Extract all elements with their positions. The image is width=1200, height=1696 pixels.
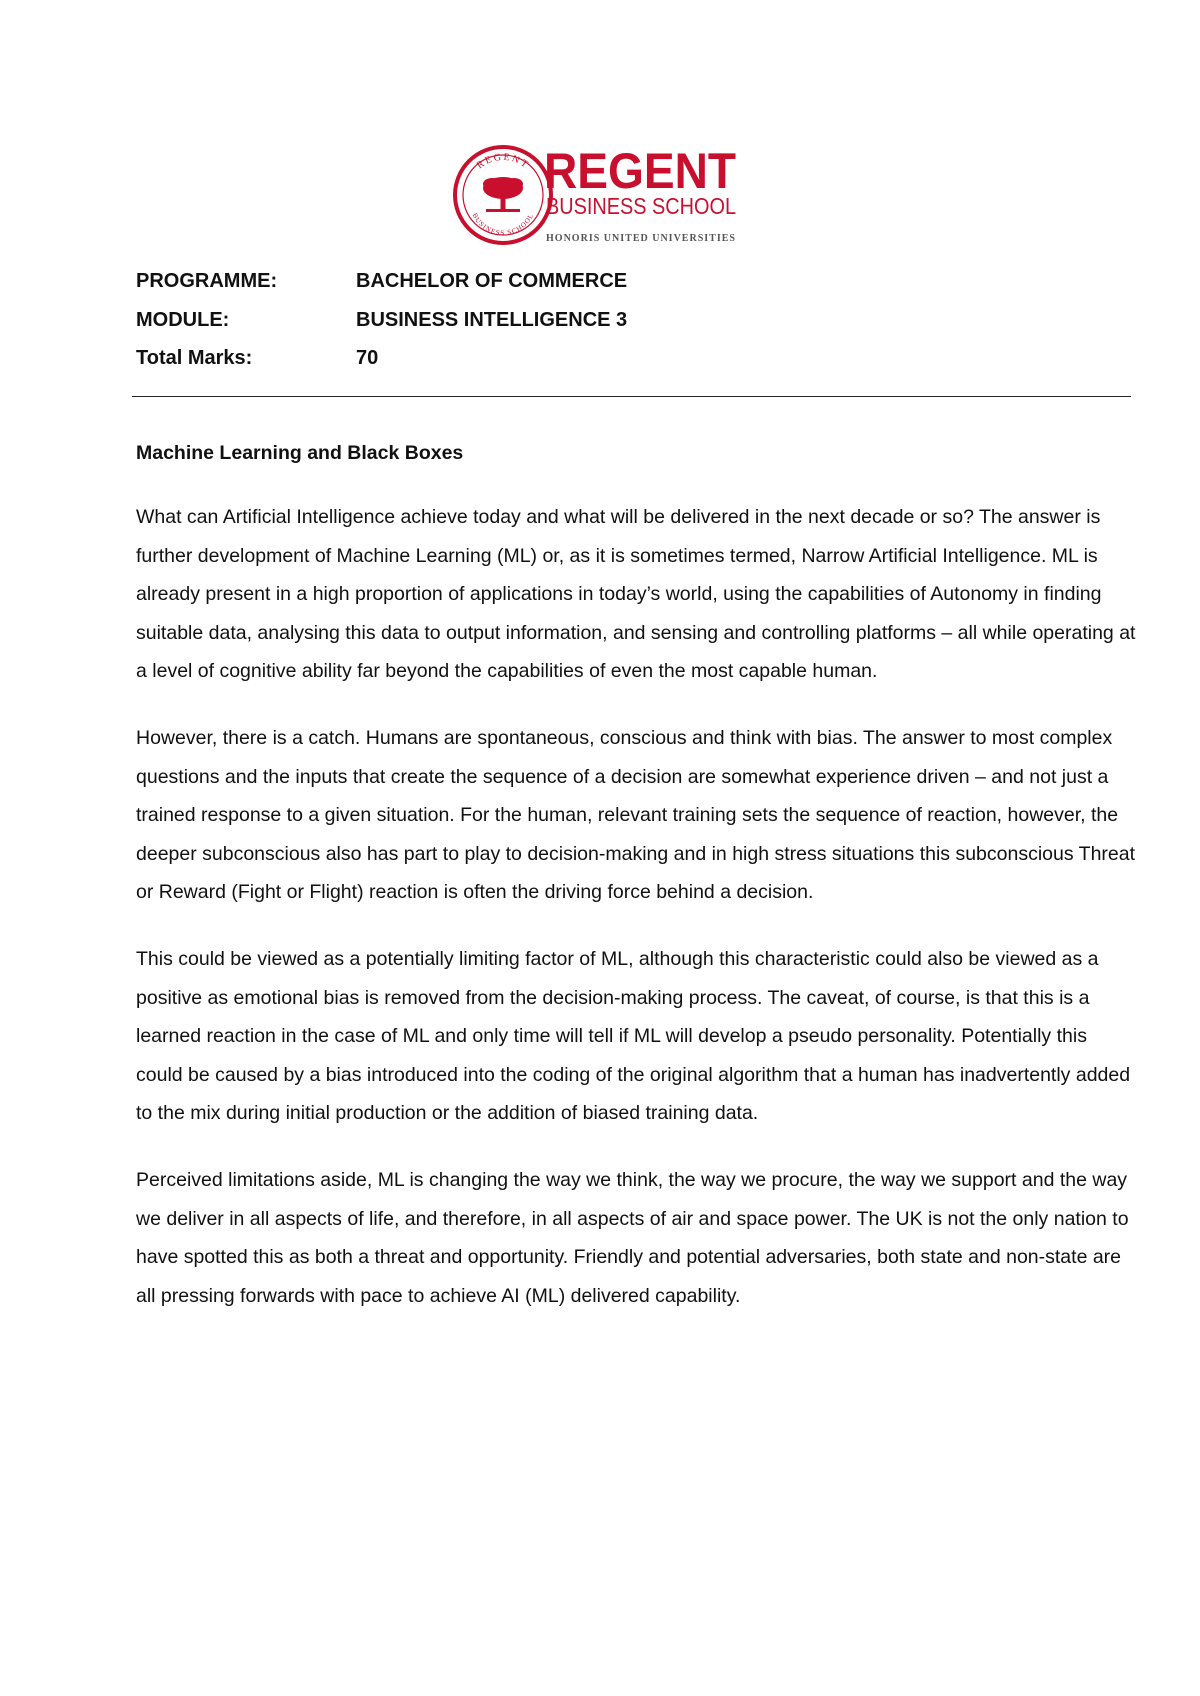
svg-text:BUSINESS SCHOOL <box>471 212 536 237</box>
total-marks-value: 70 <box>356 347 379 369</box>
seal-bottom-text: BUSINESS SCHOOL <box>470 211 536 238</box>
programme-row <box>136 270 627 309</box>
section-heading: Machine Learning and Black Boxes <box>136 442 464 464</box>
programme-value: BACHELOR OF COMMERCE <box>356 270 628 292</box>
seal-emblem <box>455 147 551 243</box>
paragraph: Perceived limitations aside, ML is changing the way we think, the way we procure, the way we support and the way we deliver in all aspects of life, and therefore, in all aspects of air and space power. The UK is not the only nation to have spotted this as both a threat and opportunity. Friendly and potential adversaries, both state and non-state are all pressing forwards with pace to achieve AI (ML) delivered capability. <box>136 1168 1129 1307</box>
total-marks-label: Total Marks: <box>136 347 253 369</box>
programme-label: PROGRAMME: <box>136 270 278 292</box>
brand-subtitle: BUSINESS SCHOOL <box>546 193 737 219</box>
total-marks-row <box>136 347 627 386</box>
module-row <box>136 309 627 348</box>
paragraph: This could be viewed as a potentially limiting factor of ML, although this characteristic could also be viewed as a positive as emotional bias is removed from the decision-making process. The caveat, of course, is that this is a learned reaction in the case of ML and only time will tell if ML will develop a pseudo personality. Potentially this could be caused by a bias introduced into the coding of the original algorithm that a human has inadvertently added to the mix during initial production or the addition of biased training data. <box>136 947 1131 1125</box>
paragraph: What can Artificial Intelligence achieve today and what will be delivered in the next decade or so? The answer is further development of Machine Learning (ML) or, as it is sometimes termed, Narrow Artificial Intelligence. ML is already present in a high proportion of applications in today’s world, using the capabilities of Autonomy in finding suitable data, analysing this data to output information, and sensing and controlling platforms – all while operating at a level of cognitive ability far beyond the capabilities of even the most capable human. <box>136 506 1136 683</box>
programme-info <box>136 270 627 386</box>
document-body <box>136 434 1136 1343</box>
regent-logo <box>448 140 768 250</box>
header-divider <box>132 396 1131 397</box>
tree-icon <box>483 177 523 212</box>
module-value: BUSINESS INTELLIGENCE 3 <box>356 308 628 331</box>
brand-name: REGENT <box>544 143 736 199</box>
brand-tagline: HONORIS UNITED UNIVERSITIES <box>546 233 736 244</box>
seal-top-text: REGENT <box>474 151 532 172</box>
paragraph: However, there is a catch. Humans are spontaneous, conscious and think with bias. The answer to most complex questions and the inputs that create the sequence of a decision are somewhat experience driven – and not just a trained response to a given situation. For the human, relevant training sets the sequence of reaction, however, the deeper subconscious also has part to play to decision-making and in high stress situations this subconscious Threat or Reward (Fight or Flight) reaction is often the driving force behind a decision. <box>136 726 1136 904</box>
module-label: MODULE: <box>136 308 230 331</box>
